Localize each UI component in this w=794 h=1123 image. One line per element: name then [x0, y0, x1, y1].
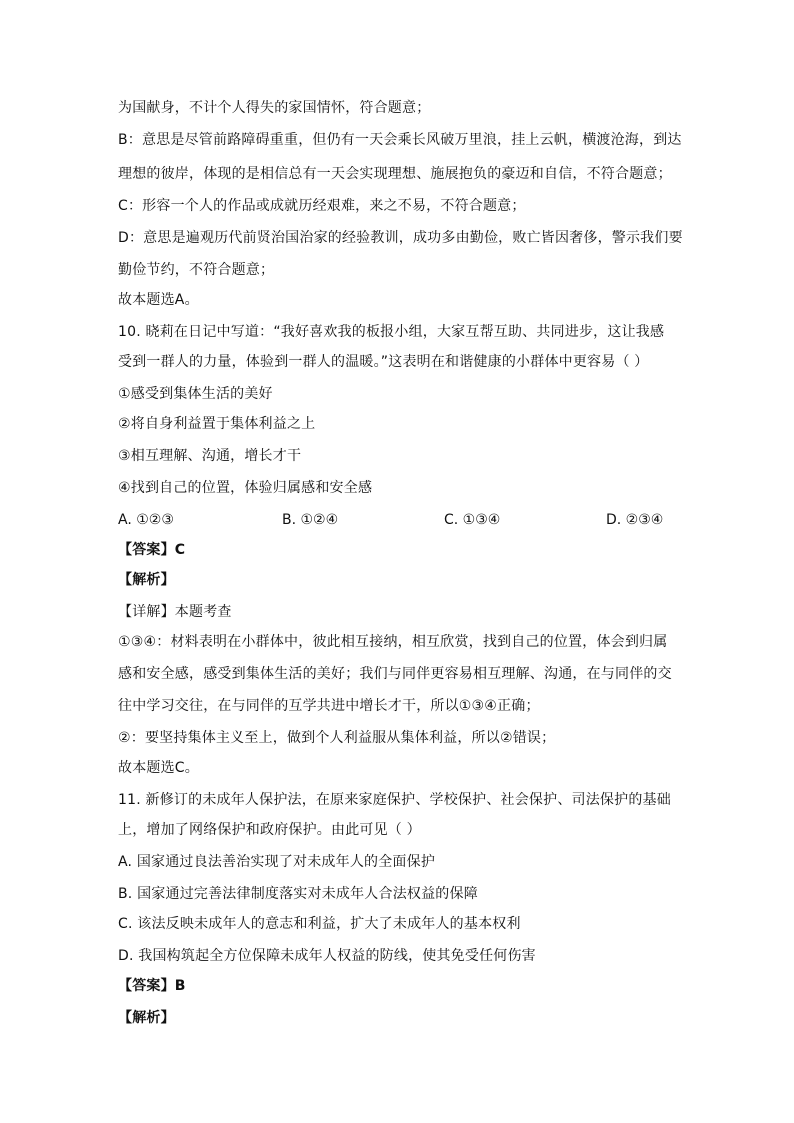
- option-b: B. 国家通过完善法律制度落实对未成年人合法权益的保障: [118, 886, 478, 902]
- option-a: A. 国家通过良法善治实现了对未成年人的全面保护: [118, 854, 436, 870]
- text-line: 故本题选A。: [118, 292, 199, 308]
- statement-2: ②将自身利益置于集体利益之上: [118, 416, 316, 432]
- statement-3: ③相互理解、沟通，增长才干: [118, 448, 302, 464]
- text-line: 为国献身，不计个人得失的家国情怀，符合题意；: [118, 100, 431, 116]
- option-d: D. 我国构筑起全方位保障未成年人权益的防线，使其免受任何伤害: [118, 948, 536, 964]
- analysis-label: 【解析】: [118, 1010, 175, 1026]
- text-line: C：形容一个人的作品或成就历经艰难，来之不易，不符合题意；: [118, 198, 526, 214]
- explanation-line: 感和安全感，感受到集体生活的美好；我们与同伴更容易相互理解、沟通，在与同伴的交: [118, 666, 672, 682]
- explanation-line: ①③④：材料表明在小群体中，彼此相互接纳，相互欣赏，找到自己的位置，体会到归属: [118, 634, 668, 650]
- question-11-stem: 上，增加了网络保护和政府保护。由此可见（ ）: [118, 822, 421, 838]
- detail-label: 【详解】本题考查: [118, 604, 232, 620]
- text-line: D：意思是遍观历代前贤治国治家的经验教训，成功多由勤俭，败亡皆因奢侈，警示我们要: [118, 230, 683, 246]
- option-c: C. ①③④: [444, 512, 501, 528]
- option-c: C. 该法反映未成年人的意志和利益，扩大了未成年人的基本权利: [118, 916, 521, 932]
- statement-4: ④找到自己的位置，体验归属感和安全感: [118, 480, 373, 496]
- answer-label: 【答案】B: [118, 978, 186, 994]
- explanation-line: ②：要坚持集体主义至上，做到个人利益服从集体利益，所以②错误；: [118, 730, 556, 746]
- text-line: 勤俭节约，不符合题意；: [118, 262, 275, 278]
- option-b: B. ①②④: [282, 512, 339, 528]
- text-line: 理想的彼岸，体现的是相信总有一天会实现理想、施展抱负的豪迈和自信，不符合题意；: [118, 166, 672, 182]
- option-d: D. ②③④: [606, 512, 664, 528]
- question-10-stem: 受到一群人的力量，体验到一群人的温暖。”这表明在和谐健康的小群体中更容易（ ）: [118, 354, 649, 370]
- question-11-stem: 11. 新修订的未成年人保护法，在原来家庭保护、学校保护、社会保护、司法保护的基础: [118, 792, 671, 808]
- analysis-label: 【解析】: [118, 572, 175, 588]
- question-10-stem: 10. 晓莉在日记中写道：“我好喜欢我的板报小组，大家互帮互助、共同进步，这让我感: [118, 324, 665, 340]
- explanation-line: 往中学习交往，在与同伴的互学共进中增长才干，所以①③④正确；: [118, 698, 540, 714]
- explanation-line: 故本题选C。: [118, 760, 199, 776]
- answer-label: 【答案】C: [118, 542, 186, 558]
- statement-1: ①感受到集体生活的美好: [118, 386, 273, 402]
- option-a: A. ①②③: [118, 512, 174, 528]
- text-line: B：意思是尽管前路障碍重重，但仍有一天会乘长风破万里浪，挂上云帆，横渡沧海，到达: [118, 132, 682, 148]
